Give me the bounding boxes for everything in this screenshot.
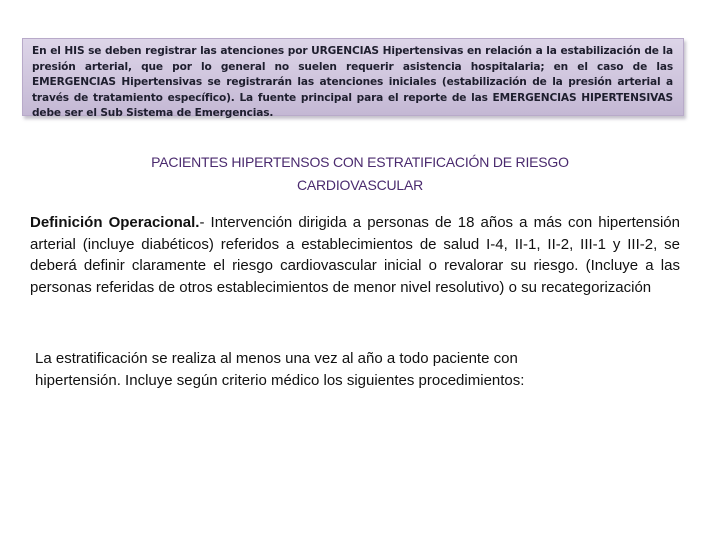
definition-body: - Intervención dirigida a personas de 18 años a más con hipertensión arterial (incluye diabéticos) referidos a establecimientos de salud I-4, II-1, II-2, III-1 y III-2, se deberá definir claramente el riesgo cardiovascular inicial o revalorar su riesgo. (Incluye a las personas referidas de otros establecimientos de menor nivel resolutivo) o su recategorización xyxy=(30,214,680,296)
definition-term: Definición Operacional. xyxy=(30,214,200,231)
stratification-line-1: La estratificación se realiza al menos una vez al año a todo paciente con xyxy=(35,350,518,367)
section-title-line-2: CARDIOVASCULAR xyxy=(296,177,424,193)
his-note-text: En el HIS se deben registrar las atenciones por URGENCIAS Hipertensivas en relación a la estabilización de la presión arterial, que por lo general no suelen requerir asistencia hospitalaria; en el caso de las EMERGENCIAS Hipertensivas se registrarán las atenciones iniciales (estabilización de la presión arterial a través de tratamiento específico). La fuente principal para el reporte de las EMERGENCIAS HIPERTENSIVAS debe ser el Sub Sistema de Emergencias. xyxy=(32,45,673,120)
stratification-paragraph xyxy=(35,348,655,391)
operational-definition xyxy=(30,212,680,298)
section-title-line-1: PACIENTES HIPERTENSOS CON ESTRATIFICACIÓN DE RIESGO xyxy=(151,154,569,170)
stratification-line-2: hipertensión. Incluye según criterio médico los siguientes procedimientos: xyxy=(35,371,525,389)
section-title xyxy=(110,151,610,197)
his-note-box xyxy=(22,38,684,120)
